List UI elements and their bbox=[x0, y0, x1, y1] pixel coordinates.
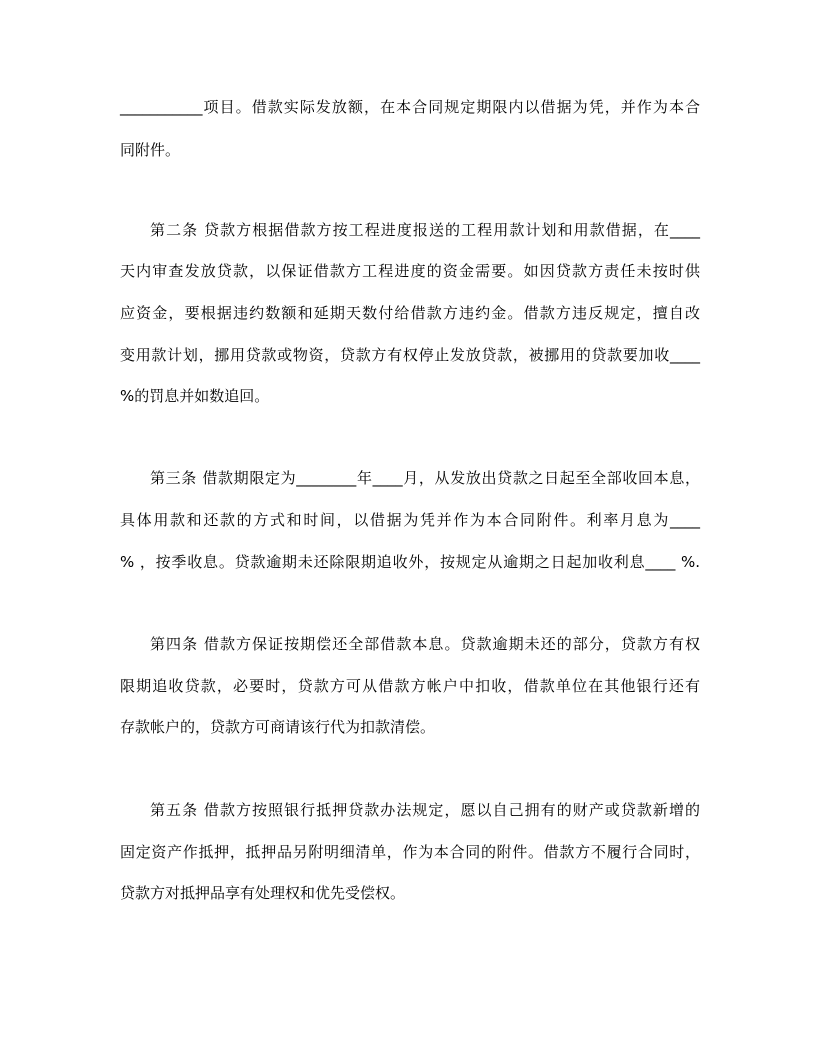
article-5-line-2: 固定资产作抵押，抵押品另附明细清单，作为本合同的附件。借款方不履行合同时， bbox=[120, 843, 700, 861]
article-2-line-3: 应资金，要根据违约数额和延期天数付给借款方违约金。借款方违反规定，擅自改 bbox=[120, 304, 700, 322]
article-2-line-1: 第二条 贷款方根据借款方按工程进度报送的工程用款计划和用款借据，在____ bbox=[150, 221, 700, 239]
article-2-line-5: %的罚息并如数追回。 bbox=[120, 387, 270, 405]
line-1: ___________项目。借款实际发放额，在本合同规定期限内以借据为凭，并作为本合 bbox=[120, 98, 700, 116]
article-3-line-3: % ，按季收息。贷款逾期未还除限期追收外，按规定从逾期之日起加收利息____ %. bbox=[120, 553, 700, 571]
article-2-line-4: 变用款计划，挪用贷款或物资，贷款方有权停止发放贷款，被挪用的贷款要加收____ bbox=[120, 346, 700, 364]
article-2-line-2: 天内审查发放贷款，以保证借款方工程进度的资金需要。如因贷款方责任未按时供 bbox=[120, 262, 700, 280]
article-3-line-1: 第三条 借款期限定为________年____月，从发放出贷款之日起至全部收回本息， bbox=[150, 469, 700, 487]
article-4-line-3: 存款帐户的，贷款方可商请该行代为扣款清偿。 bbox=[120, 718, 436, 736]
article-3-line-2: 具体用款和还款的方式和时间，以借据为凭并作为本合同附件。利率月息为____ bbox=[120, 511, 700, 529]
article-5-line-1: 第五条 借款方按照银行抵押贷款办法规定，愿以自己拥有的财产或贷款新增的 bbox=[150, 801, 700, 819]
line-2: 同附件。 bbox=[120, 141, 181, 159]
article-5-line-3: 贷款方对抵押品享有处理权和优先受偿权。 bbox=[120, 884, 406, 902]
article-4-line-2: 限期追收贷款，必要时，贷款方可从借款方帐户中扣收，借款单位在其他银行还有 bbox=[120, 677, 700, 695]
article-4-line-1: 第四条 借款方保证按期偿还全部借款本息。贷款逾期未还的部分，贷款方有权 bbox=[150, 635, 700, 653]
